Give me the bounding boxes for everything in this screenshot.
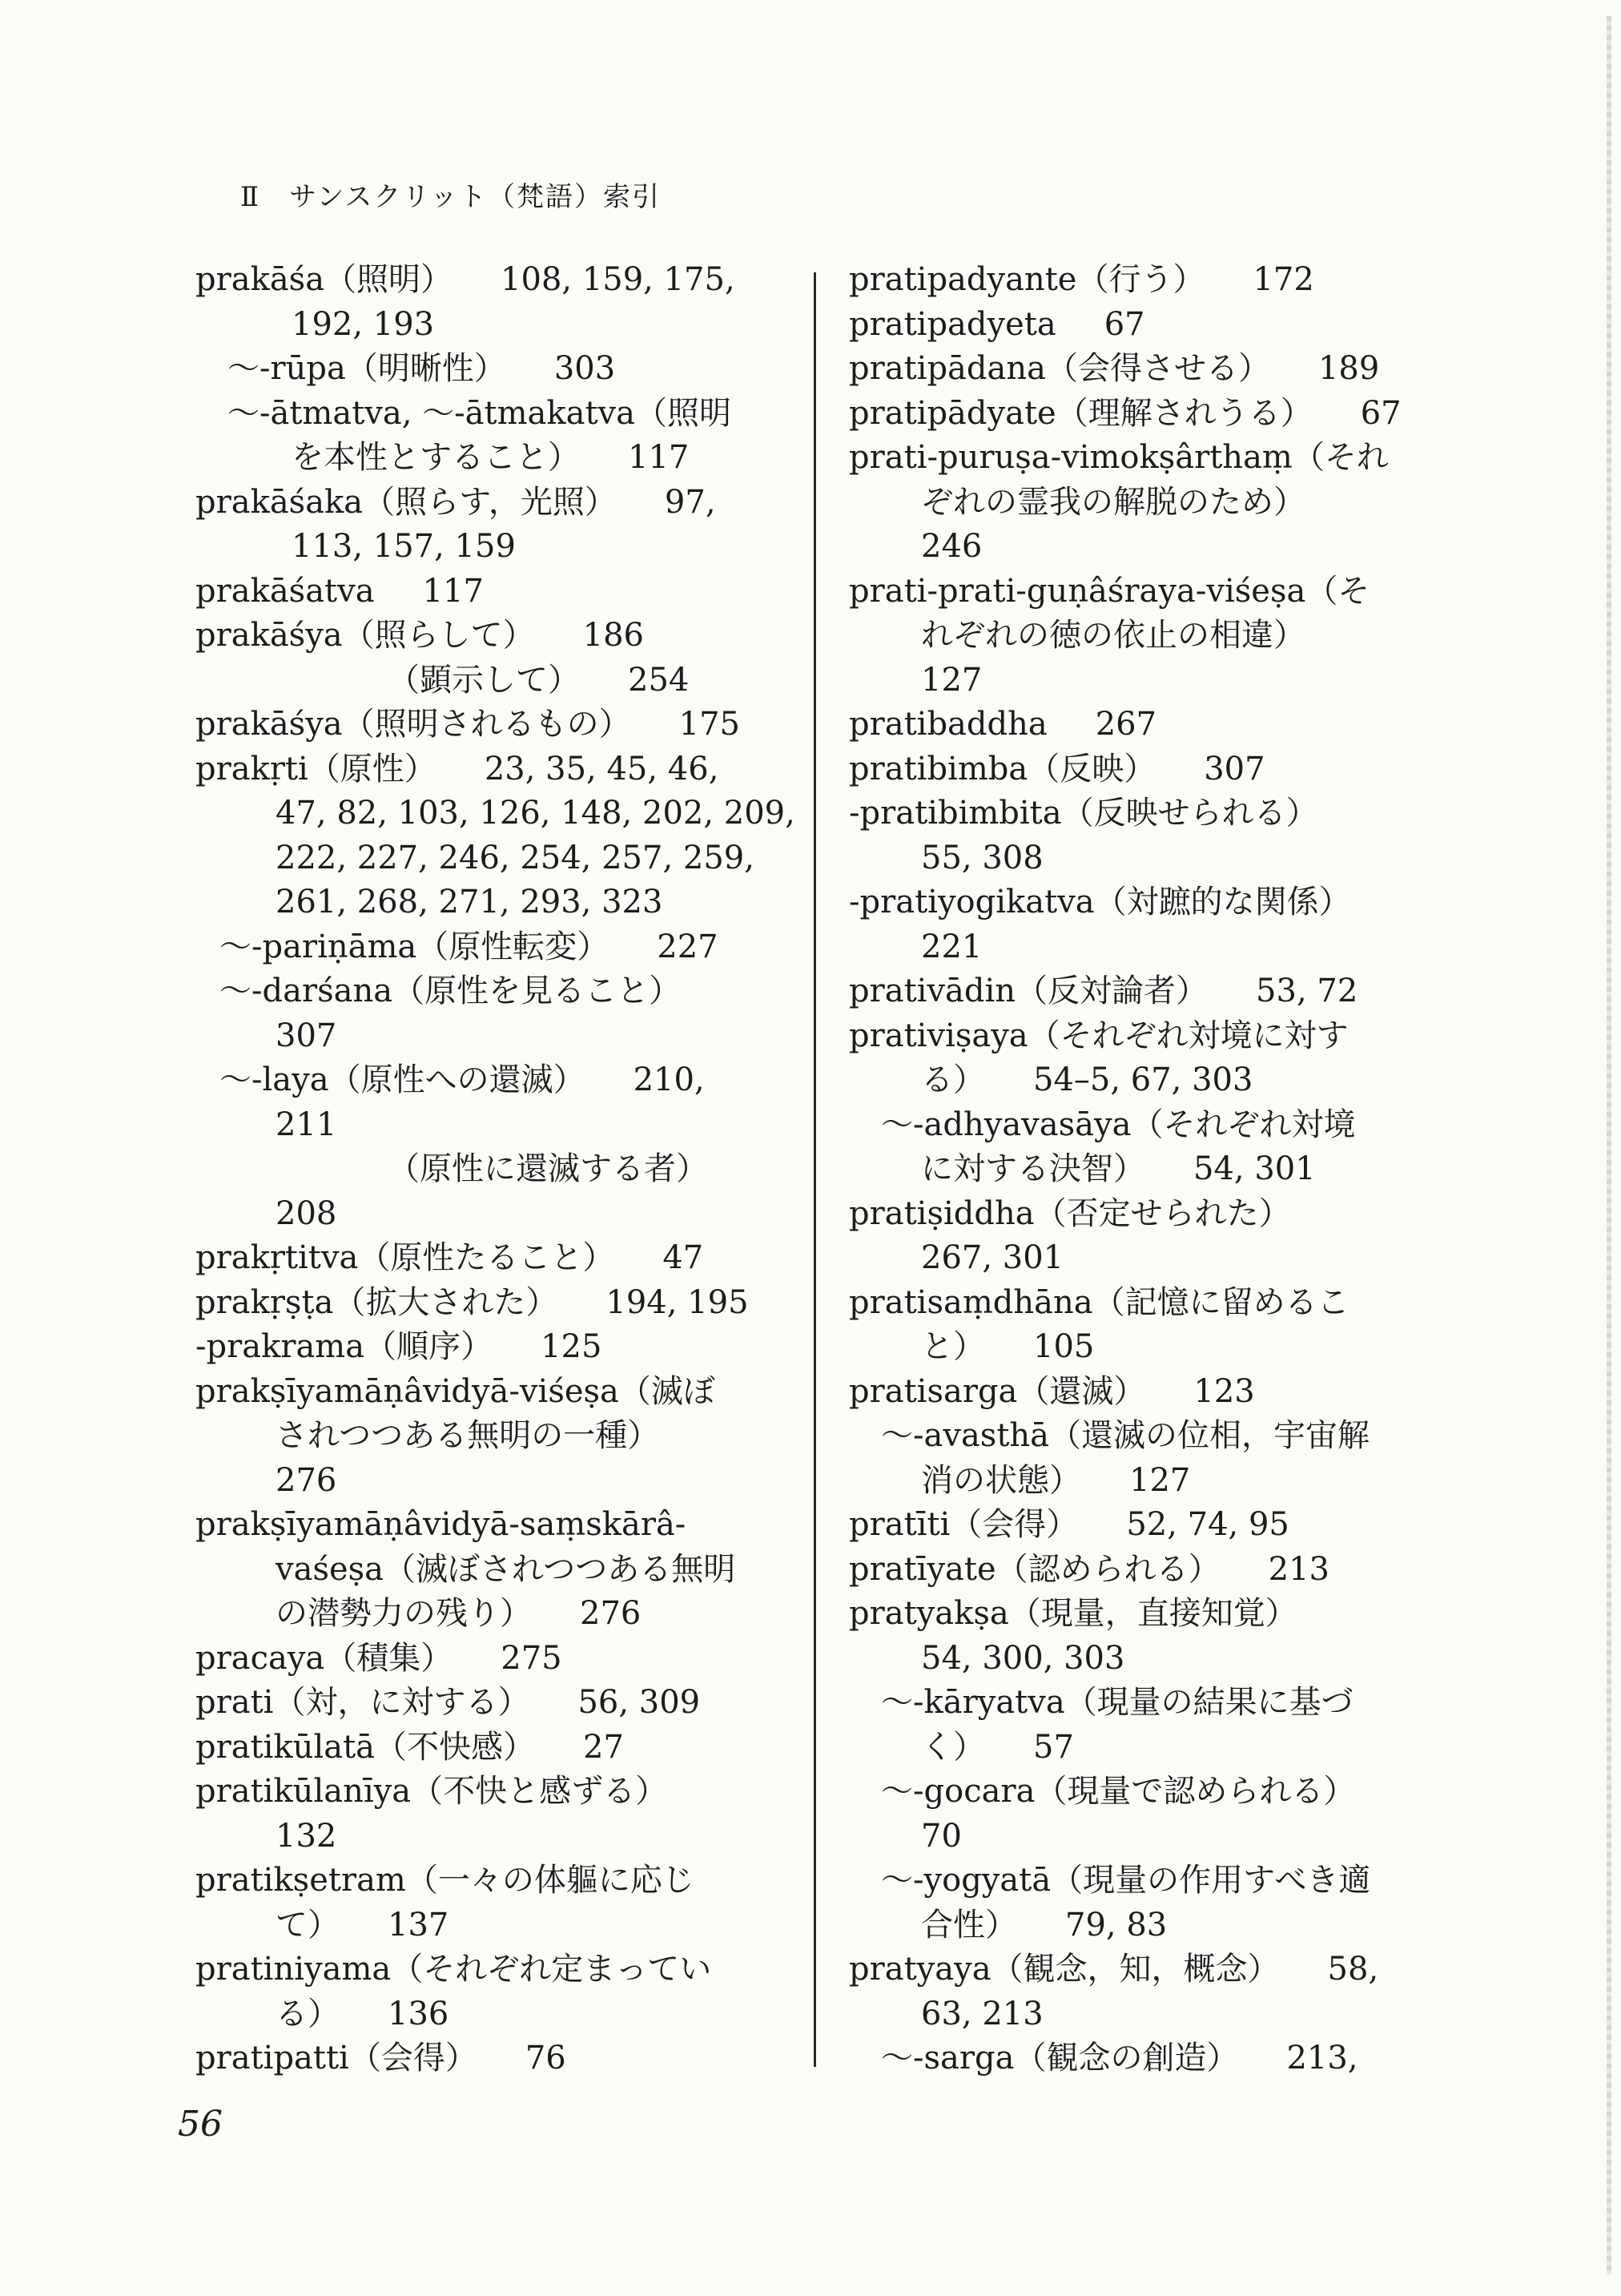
index-page-refs: 303 bbox=[553, 350, 616, 387]
index-term: 〜-adhyavasāya（それぞれ対境 bbox=[881, 1106, 1356, 1143]
index-entry bbox=[849, 1503, 1458, 1548]
index-term: 〜-ātmatva, 〜-ātmakatva（照明 bbox=[227, 394, 731, 432]
index-page-refs: 227 bbox=[657, 928, 718, 965]
index-page-refs: 276 bbox=[580, 1595, 642, 1632]
index-page-refs: 54, 301 bbox=[1193, 1150, 1316, 1187]
index-entry bbox=[849, 303, 1458, 348]
index-entry bbox=[849, 1948, 1458, 1992]
index-page-refs: 53, 72 bbox=[1256, 973, 1358, 1009]
index-term: （原性に還滅する者） bbox=[388, 1150, 708, 1187]
index-term: 〜-darśana（原性を見ること） bbox=[219, 973, 682, 1009]
index-entry bbox=[195, 1414, 788, 1459]
index-term: く） bbox=[921, 1728, 985, 1766]
index-term: 〜-avasthā（還滅の位相，宇宙解 bbox=[881, 1417, 1370, 1454]
index-entry bbox=[195, 392, 788, 437]
index-entry bbox=[195, 1058, 788, 1103]
index-entry bbox=[849, 1459, 1458, 1504]
index-page-refs: 57 bbox=[1033, 1728, 1074, 1766]
index-page-refs: 27 bbox=[583, 1728, 624, 1766]
index-entry bbox=[849, 1281, 1458, 1326]
index-entry bbox=[849, 836, 1458, 881]
index-entry bbox=[849, 1014, 1458, 1059]
index-entry bbox=[195, 1592, 788, 1637]
index-entry bbox=[195, 614, 788, 659]
index-term: 261, 268, 271, 293, 323 bbox=[276, 884, 663, 920]
index-page-refs: 172 bbox=[1253, 261, 1314, 298]
index-entry bbox=[849, 1236, 1458, 1281]
index-entry bbox=[195, 1637, 788, 1682]
index-term: る） bbox=[921, 1061, 985, 1098]
index-term: れぞれの徳の依止の相違） bbox=[921, 617, 1305, 654]
index-term: prakṛṣṭa（拡大された） bbox=[195, 1283, 558, 1321]
index-entry bbox=[195, 1147, 788, 1192]
index-entry bbox=[849, 1325, 1458, 1370]
index-entry bbox=[849, 614, 1458, 659]
index-term: pratīyate（認められる） bbox=[849, 1550, 1221, 1588]
index-term: 127 bbox=[921, 661, 983, 699]
index-term: 54, 300, 303 bbox=[921, 1639, 1125, 1677]
index-entry bbox=[195, 258, 788, 303]
index-term: prakāśya（照明されるもの） bbox=[195, 706, 631, 743]
index-page-refs: 137 bbox=[388, 1906, 449, 1944]
index-page-refs: 67 bbox=[1360, 394, 1402, 432]
index-term: 222, 227, 246, 254, 257, 259, bbox=[276, 839, 754, 876]
running-header: Ⅱ サンスクリット（梵語）索引 bbox=[240, 181, 662, 213]
index-term: pratipādana（会得させる） bbox=[849, 350, 1270, 387]
index-page-refs: 108, 159, 175, bbox=[501, 261, 735, 298]
index-term: prakāśya（照らして） bbox=[195, 617, 535, 654]
index-term: pratiṣiddha（否定せられた） bbox=[849, 1194, 1291, 1232]
index-page-refs: 79, 83 bbox=[1065, 1906, 1168, 1944]
index-entry bbox=[849, 1414, 1458, 1459]
index-page-refs: 52, 74, 95 bbox=[1126, 1506, 1289, 1543]
index-page-refs: 213, bbox=[1286, 2040, 1358, 2076]
column-divider bbox=[814, 272, 816, 2067]
index-entry bbox=[849, 880, 1458, 925]
index-term: 〜-laya（原性への還滅） bbox=[219, 1061, 585, 1098]
index-entry bbox=[195, 747, 788, 792]
index-term: pratipadyeta bbox=[849, 305, 1056, 343]
index-entry bbox=[195, 1236, 788, 1281]
index-term: pratisaṃdhāna（記憶に留めるこ bbox=[849, 1283, 1349, 1321]
index-entry bbox=[195, 347, 788, 392]
index-entry bbox=[849, 1147, 1458, 1192]
index-term: 113, 157, 159 bbox=[292, 528, 516, 565]
index-entry bbox=[195, 570, 788, 614]
index-term: 267, 301 bbox=[921, 1239, 1064, 1276]
index-page-refs: 58, bbox=[1327, 1951, 1379, 1988]
index-term: pratyaya（観念，知，概念） bbox=[849, 1951, 1280, 1988]
index-term: 246 bbox=[921, 528, 983, 565]
index-entry bbox=[849, 925, 1458, 970]
index-entry bbox=[849, 1370, 1458, 1415]
index-page-refs: 105 bbox=[1033, 1328, 1095, 1365]
index-entry bbox=[849, 392, 1458, 437]
index-entry bbox=[849, 1726, 1458, 1770]
index-page-refs: 97, bbox=[664, 483, 716, 521]
index-term: 276 bbox=[276, 1461, 337, 1499]
index-entry bbox=[195, 969, 788, 1014]
index-term: pratikṣetram（一々の体軀に応じ bbox=[195, 1862, 694, 1899]
index-term: pratipadyante（行う） bbox=[849, 261, 1205, 298]
index-page-refs: 186 bbox=[582, 617, 644, 654]
index-page-refs: 194, 195 bbox=[605, 1283, 749, 1321]
index-entry bbox=[195, 1770, 788, 1815]
index-entry bbox=[195, 792, 795, 836]
index-term: pracaya（積集） bbox=[195, 1639, 453, 1677]
index-entry bbox=[849, 1592, 1458, 1637]
index-term: prakṣīyamāṇâvidyā-viśeṣa（滅ぼ bbox=[195, 1372, 715, 1410]
index-page-refs: 117 bbox=[422, 572, 484, 610]
index-term: 211 bbox=[276, 1106, 337, 1143]
index-term: pratibaddha bbox=[849, 706, 1048, 743]
index-entry bbox=[195, 1548, 788, 1593]
index-page-refs: 275 bbox=[501, 1639, 562, 1677]
index-page-refs: 123 bbox=[1193, 1372, 1255, 1410]
index-term: （顕示して） bbox=[388, 661, 580, 699]
index-term: pratibimba（反映） bbox=[849, 750, 1156, 787]
index-page-refs: 23, 35, 45, 46, bbox=[484, 750, 719, 787]
index-term: の潜勢力の残り） bbox=[276, 1595, 532, 1632]
page-edge bbox=[1607, 16, 1611, 2275]
index-term: 合性） bbox=[921, 1906, 1017, 1944]
index-term: -pratiyogikatva（対蹠的な関係） bbox=[849, 884, 1351, 920]
index-column-right bbox=[849, 258, 1458, 2081]
index-entry bbox=[195, 1459, 788, 1504]
index-term: て） bbox=[276, 1906, 340, 1944]
index-term: 221 bbox=[921, 928, 983, 965]
index-entry bbox=[849, 747, 1458, 792]
index-entry bbox=[195, 1726, 788, 1770]
index-page-refs: 136 bbox=[388, 1995, 449, 2032]
index-entry bbox=[849, 703, 1458, 747]
index-entry bbox=[195, 436, 788, 481]
index-term: 〜-sarga（観念の創造） bbox=[881, 2040, 1239, 2076]
index-term: prakāśa（照明） bbox=[195, 261, 453, 298]
index-entry bbox=[195, 1370, 788, 1415]
index-term: る） bbox=[276, 1995, 340, 2032]
index-page-refs: 127 bbox=[1129, 1461, 1191, 1499]
index-term: prakṛtitva（原性たること） bbox=[195, 1239, 615, 1276]
index-entry bbox=[849, 792, 1458, 836]
index-entry bbox=[195, 703, 788, 747]
index-entry bbox=[849, 1192, 1458, 1237]
index-term: pratiniyama（それぞれ定まってい bbox=[195, 1951, 712, 1988]
index-term: 消の状態） bbox=[921, 1461, 1081, 1499]
index-page-refs: 175 bbox=[678, 706, 740, 743]
index-term: に対する決智） bbox=[921, 1150, 1145, 1187]
index-entry bbox=[849, 1548, 1458, 1593]
index-entry bbox=[849, 2036, 1458, 2081]
index-page-refs: 117 bbox=[628, 439, 690, 476]
index-page-refs: 189 bbox=[1317, 350, 1380, 387]
index-entry bbox=[195, 1948, 788, 1992]
index-term: prativādin（反対論者） bbox=[849, 973, 1209, 1009]
index-entry bbox=[195, 1681, 788, 1726]
index-term: pratipatti（会得） bbox=[195, 2040, 477, 2076]
index-term: 307 bbox=[276, 1017, 337, 1054]
index-term: prakṣīyamāṇâvidyā-saṃskārâ- bbox=[195, 1506, 686, 1543]
index-term: pratyakṣa（現量，直接知覚） bbox=[849, 1595, 1297, 1632]
index-entry bbox=[195, 925, 788, 970]
index-term: と） bbox=[921, 1328, 985, 1365]
index-term: 〜-pariṇāma（原性転変） bbox=[219, 928, 609, 965]
index-term: 70 bbox=[921, 1817, 962, 1855]
index-entry bbox=[849, 1992, 1458, 2037]
index-entry bbox=[195, 1103, 788, 1148]
index-column-left bbox=[195, 258, 795, 2081]
index-entry bbox=[195, 1281, 788, 1326]
index-entry bbox=[849, 1859, 1458, 1903]
index-entry bbox=[195, 1815, 788, 1859]
index-page-refs: 210, bbox=[633, 1061, 705, 1098]
index-entry bbox=[849, 1770, 1458, 1815]
index-term: 55, 308 bbox=[921, 839, 1044, 876]
index-entry bbox=[849, 570, 1458, 614]
index-entry bbox=[849, 1681, 1458, 1726]
index-page-refs: 54–5, 67, 303 bbox=[1033, 1061, 1253, 1098]
index-entry bbox=[195, 2036, 788, 2081]
index-term: pratīti（会得） bbox=[849, 1506, 1079, 1543]
index-entry bbox=[195, 1503, 788, 1548]
index-entry bbox=[195, 1014, 788, 1059]
index-term: prakṛti（原性） bbox=[195, 750, 436, 787]
index-page-refs: 125 bbox=[541, 1328, 602, 1365]
index-term: 〜-gocara（現量で認められる） bbox=[881, 1773, 1356, 1810]
index-entry bbox=[195, 659, 788, 703]
index-term: pratikūlatā（不快感） bbox=[195, 1728, 536, 1766]
index-term: 〜-kāryatva（現量の結果に基づ bbox=[881, 1684, 1354, 1721]
index-page-refs: 213 bbox=[1268, 1550, 1329, 1588]
index-entry bbox=[195, 481, 788, 526]
index-term: -pratibimbita（反映せられる） bbox=[849, 795, 1318, 832]
index-entry bbox=[849, 969, 1458, 1014]
index-term: 〜-rūpa（明晰性） bbox=[227, 350, 506, 387]
index-entry bbox=[195, 1859, 788, 1903]
index-term: vaśeṣa（滅ぼされつつある無明 bbox=[276, 1550, 736, 1588]
index-entry bbox=[849, 659, 1458, 703]
index-term: prakāśaka（照らす，光照） bbox=[195, 483, 617, 521]
index-page-refs: 254 bbox=[628, 661, 690, 699]
index-term: prati-prati-guṇâśraya-viśeṣa（そ bbox=[849, 572, 1370, 610]
index-term: 63, 213 bbox=[921, 1995, 1044, 2032]
index-term: 47, 82, 103, 126, 148, 202, 209, bbox=[276, 795, 795, 832]
index-term: prativiṣaya（それぞれ対境に対す bbox=[849, 1017, 1349, 1054]
index-entry bbox=[849, 1637, 1458, 1682]
index-term: pratikūlanīya（不快と感ずる） bbox=[195, 1773, 668, 1810]
index-term: 〜-yogyatā（現量の作用すべき適 bbox=[881, 1862, 1371, 1899]
index-entry bbox=[195, 1192, 788, 1237]
index-entry bbox=[195, 303, 788, 348]
index-entry bbox=[195, 1903, 788, 1948]
index-entry bbox=[195, 525, 788, 570]
index-term: pratipādyate（理解されうる） bbox=[849, 394, 1313, 432]
index-page-refs: 67 bbox=[1104, 305, 1145, 343]
index-page-refs: 56, 309 bbox=[577, 1684, 701, 1721]
index-entry bbox=[849, 1058, 1458, 1103]
index-entry bbox=[849, 1815, 1458, 1859]
index-term: を本性とすること） bbox=[292, 439, 580, 476]
index-term: prati（対，に対する） bbox=[195, 1684, 530, 1721]
index-term: 132 bbox=[276, 1817, 337, 1855]
index-page-refs: 76 bbox=[525, 2040, 566, 2076]
index-term: prakāśatva bbox=[195, 572, 375, 610]
index-entry bbox=[195, 1992, 788, 2037]
index-entry bbox=[195, 836, 788, 881]
index-term: -prakrama（順序） bbox=[195, 1328, 493, 1365]
index-term: 208 bbox=[276, 1194, 337, 1232]
index-entry bbox=[849, 436, 1458, 481]
index-page-refs: 307 bbox=[1204, 750, 1265, 787]
index-entry bbox=[195, 1325, 788, 1370]
index-page-refs: 267 bbox=[1095, 706, 1157, 743]
index-page-refs: 47 bbox=[662, 1239, 704, 1276]
index-entry bbox=[849, 1903, 1458, 1948]
index-entry bbox=[195, 880, 788, 925]
index-term: pratisarga（還滅） bbox=[849, 1372, 1146, 1410]
page-number: 56 bbox=[178, 2104, 223, 2145]
index-entry bbox=[849, 525, 1458, 570]
index-term: ぞれの霊我の解脱のため） bbox=[921, 483, 1305, 521]
index-term: prati-puruṣa-vimokṣârthaṃ（それ bbox=[849, 439, 1389, 476]
index-entry bbox=[849, 481, 1458, 526]
index-term: 192, 193 bbox=[292, 305, 435, 343]
index-term: されつつある無明の一種） bbox=[276, 1417, 660, 1454]
index-entry bbox=[849, 258, 1458, 303]
index-entry bbox=[849, 1103, 1458, 1148]
index-entry bbox=[849, 347, 1458, 392]
